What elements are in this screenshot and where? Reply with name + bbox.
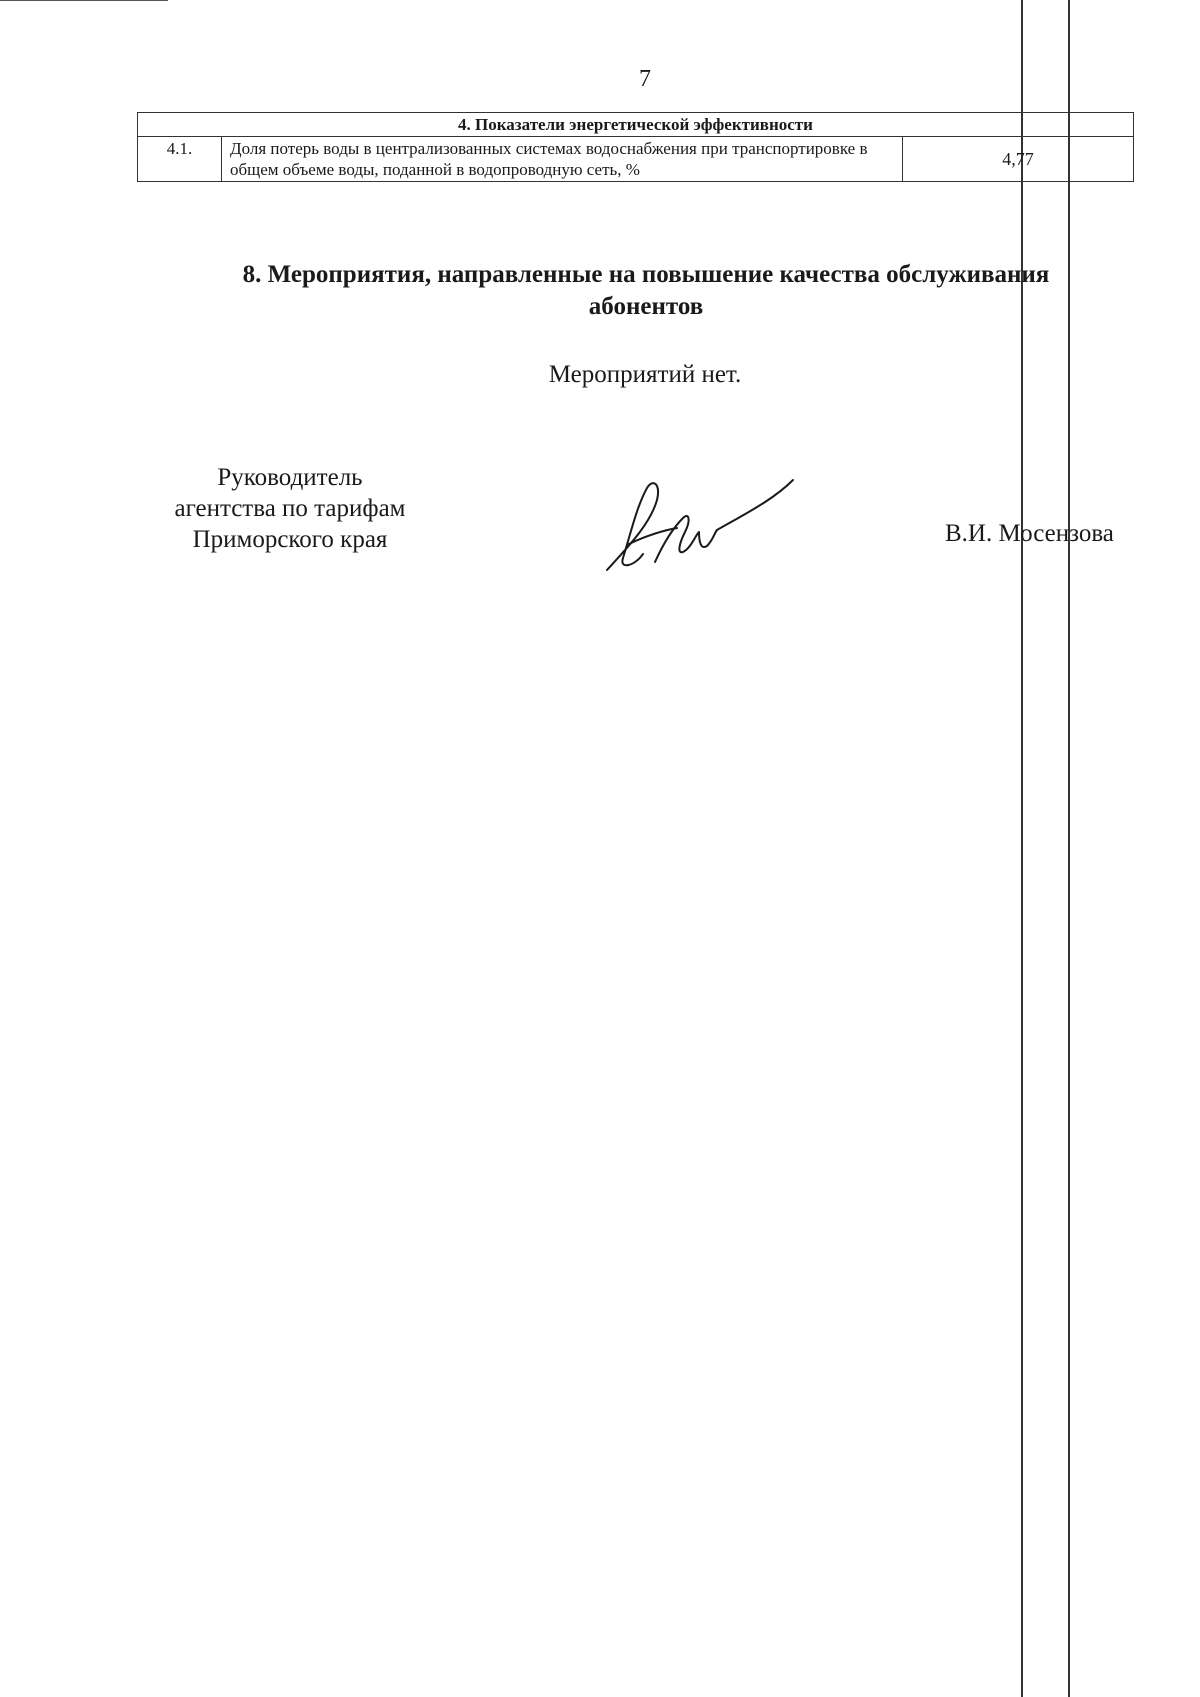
handwritten-signature bbox=[595, 470, 795, 580]
row-number: 4.1. bbox=[138, 137, 222, 182]
scan-edge-mark bbox=[0, 0, 168, 1]
section-8-heading: 8. Мероприятия, направленные на повышение качества обслуживания абонентов bbox=[242, 261, 1050, 320]
scan-artifact-line bbox=[1021, 0, 1023, 1697]
signatory-title-line: Руководитель bbox=[217, 464, 363, 491]
row-description: Доля потерь воды в централизованных системах водоснабжения при транспортировке в общем объеме воды, поданной в водопроводную сеть, % bbox=[222, 137, 903, 182]
signatory-title-line: агентства по тарифам bbox=[174, 495, 406, 522]
section-8-body: Мероприятий нет. bbox=[548, 361, 742, 388]
page-number: 7 bbox=[639, 66, 651, 92]
table-section-header bbox=[138, 113, 1134, 137]
row-value: 4,77 bbox=[903, 137, 1134, 182]
section-title: 4. Показатели энергетической эффективности bbox=[138, 113, 1134, 137]
signatory-title bbox=[145, 462, 435, 555]
signatory-name: В.И. Мосензова bbox=[945, 520, 1114, 547]
table-row bbox=[138, 137, 1134, 182]
scan-artifact-line bbox=[1068, 0, 1070, 1697]
indicators-table bbox=[137, 112, 1134, 182]
signatory-title-line: Приморского края bbox=[192, 526, 388, 553]
